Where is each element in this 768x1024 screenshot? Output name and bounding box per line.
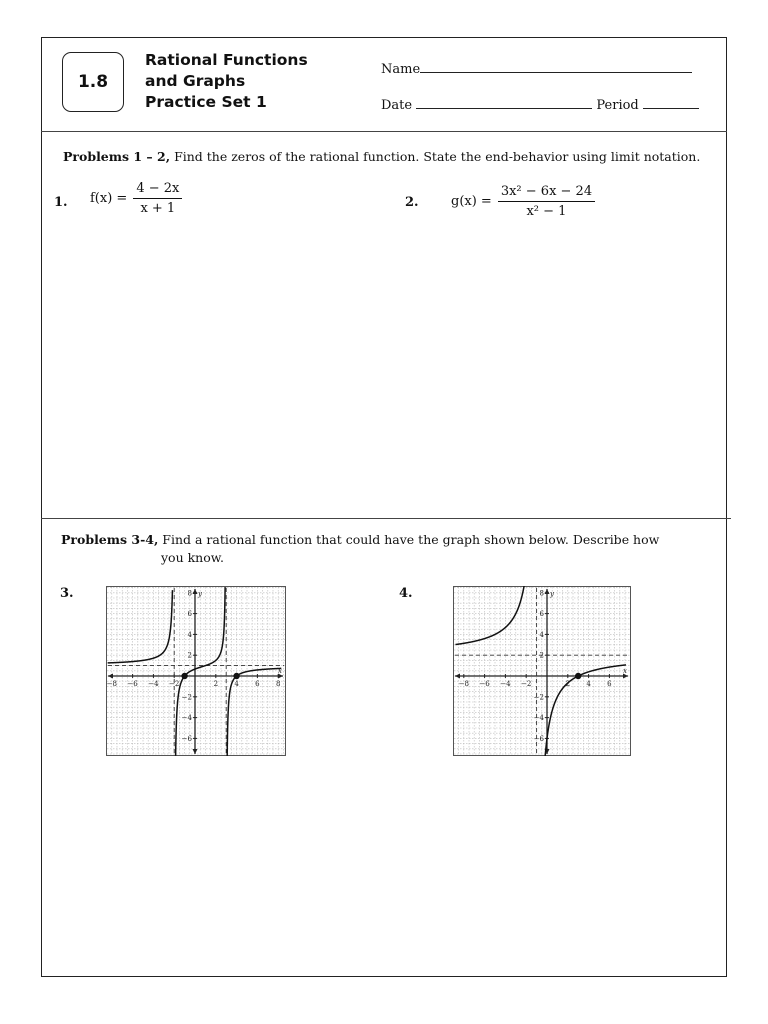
x-tick-label: 2 xyxy=(213,680,219,688)
instructions-bold: Problems 1 – 2, xyxy=(63,149,171,164)
zero-point xyxy=(575,673,581,679)
numerator: 4 − 2x xyxy=(133,181,182,199)
function-lhs: f(x) = xyxy=(90,191,128,206)
graph-border xyxy=(107,587,286,756)
x-tick-label: −6 xyxy=(479,680,490,688)
x-tick-label: −6 xyxy=(127,680,138,688)
y-tick-label: −4 xyxy=(181,714,192,723)
title-line: Rational Functions xyxy=(145,51,308,69)
y-tick-label: −2 xyxy=(181,693,192,702)
y-tick-label: 6 xyxy=(539,610,544,619)
function-g xyxy=(451,184,595,219)
denominator: x² − 1 xyxy=(526,204,567,219)
section-divider xyxy=(41,518,731,519)
function-lhs: g(x) = xyxy=(451,194,492,209)
instructions-text: Find the zeros of the rational function. State the end-behavior using limit notation. xyxy=(170,149,701,164)
y-tick-label: 2 xyxy=(187,651,192,660)
y-tick-label: −6 xyxy=(533,734,544,743)
y-tick-label: 8 xyxy=(187,589,192,598)
zero-point xyxy=(181,673,187,679)
numerator: 3x² − 6x − 24 xyxy=(498,184,595,202)
date-label: Date xyxy=(381,98,413,113)
x-tick-label: 6 xyxy=(607,680,612,688)
y-tick-label: 4 xyxy=(187,630,192,639)
x-tick-label: −8 xyxy=(106,680,117,688)
y-tick-label: −6 xyxy=(181,734,192,743)
title-line: and Graphs xyxy=(145,72,246,90)
x-axis-label: x xyxy=(278,667,282,675)
x-tick-label: −2 xyxy=(521,680,532,688)
name-blank[interactable] xyxy=(420,60,692,73)
instructions-3-4-continued: you know. xyxy=(161,550,224,565)
problem-number: 3. xyxy=(60,586,74,601)
problem-number: 2. xyxy=(405,195,419,210)
name-field[interactable] xyxy=(381,60,692,77)
worksheet-title xyxy=(145,50,308,113)
fraction xyxy=(498,184,595,219)
problem-number: 4. xyxy=(399,586,413,601)
x-tick-label: −4 xyxy=(500,680,511,688)
y-axis-label: y xyxy=(198,590,202,598)
y-tick-label: −2 xyxy=(533,693,544,702)
x-tick-label: −4 xyxy=(148,680,159,688)
name-label: Name xyxy=(381,62,421,77)
title-line: Practice Set 1 xyxy=(145,93,267,111)
y-tick-label: 6 xyxy=(187,610,192,619)
date-field[interactable] xyxy=(381,96,699,113)
date-blank[interactable] xyxy=(416,96,592,109)
page-frame xyxy=(41,37,727,977)
x-axis-label: x xyxy=(623,667,627,675)
instructions-bold: Problems 3-4, xyxy=(61,532,159,547)
header-divider xyxy=(41,131,727,132)
graph-4-svg xyxy=(453,586,631,756)
x-tick-label: 8 xyxy=(275,680,281,688)
x-tick-label: −8 xyxy=(458,680,469,688)
y-tick-label: 2 xyxy=(539,651,544,660)
y-tick-label: −4 xyxy=(533,714,544,723)
x-tick-label: 2 xyxy=(565,680,571,688)
instructions-text: Find a rational function that could have the graph shown below. Describe how xyxy=(158,532,660,547)
graph-problem-4 xyxy=(453,586,631,756)
denominator: x + 1 xyxy=(140,201,176,216)
graph-3-svg xyxy=(106,586,286,756)
x-tick-label: 6 xyxy=(255,680,260,688)
fraction xyxy=(133,181,182,216)
lesson-number: 1.8 xyxy=(77,72,109,92)
period-label: Period xyxy=(596,98,639,113)
problem-number: 1. xyxy=(54,195,68,210)
instructions-3-4 xyxy=(61,531,659,548)
graph-problem-3 xyxy=(106,586,286,756)
x-tick-label: 4 xyxy=(234,680,239,688)
lesson-number-box xyxy=(62,52,124,112)
y-tick-label: 4 xyxy=(539,630,544,639)
y-tick-label: 8 xyxy=(539,589,544,598)
period-blank[interactable] xyxy=(643,96,699,109)
function-f xyxy=(90,181,182,216)
zero-point xyxy=(233,673,239,679)
y-axis-label: y xyxy=(550,590,554,598)
x-tick-label: −2 xyxy=(169,680,180,688)
x-tick-label: 4 xyxy=(586,680,591,688)
instructions-1-2 xyxy=(63,148,700,165)
